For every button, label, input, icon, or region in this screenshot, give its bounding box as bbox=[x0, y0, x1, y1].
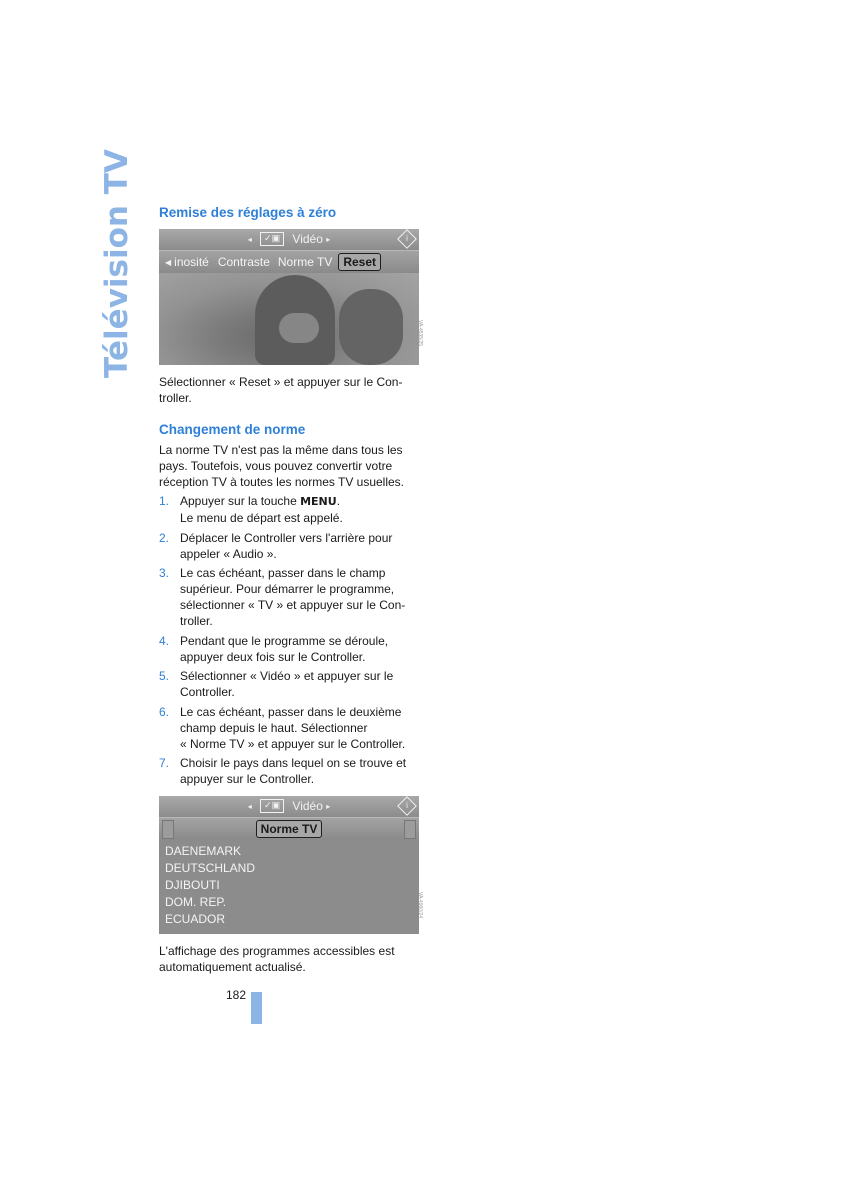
tab-norme-tv-selected: Norme TV bbox=[256, 820, 323, 838]
screen-header bbox=[159, 796, 419, 816]
screen-header bbox=[159, 229, 419, 249]
intro-paragraph: La norme TV n'est pas la même dans tous les pays. Toutefois, vous pouvez convertir votre réception TV à toutes les normes TV usuelles. bbox=[159, 443, 405, 489]
info-icon: i bbox=[397, 229, 417, 249]
list-item: DEUTSCHLAND bbox=[165, 861, 256, 875]
list-item: 1. Appuyer sur la touche MENU. Le menu de départ est appelé. bbox=[159, 494, 343, 525]
tv-icon: ✓▣ bbox=[260, 232, 284, 246]
tab-luminosite: inosité bbox=[174, 255, 209, 269]
screen-tab-bar bbox=[159, 250, 419, 273]
tab-norme-tv: Norme TV bbox=[277, 255, 333, 269]
scroll-left-icon: ◀ bbox=[165, 257, 172, 267]
list-item: 5. Sélectionner « Vidéo » et appuyer sur le Controller. bbox=[159, 669, 394, 699]
tab-contraste: Contraste bbox=[217, 255, 270, 269]
list-item: 4. Pendant que le programme se déroule, appuyer deux fois sur le Controller. bbox=[159, 633, 389, 664]
tab-reset-selected: Reset bbox=[338, 253, 381, 271]
image-code: VA-4535/25 bbox=[417, 320, 423, 347]
right-arrow-icon: ▸ bbox=[326, 234, 331, 244]
menu-key-label: MENU bbox=[300, 495, 337, 508]
info-icon: i bbox=[397, 796, 417, 816]
image-code: VA-4960/24 bbox=[417, 892, 423, 919]
outro-paragraph: L'affichage des programmes accessibles est automatiquement actualisé. bbox=[159, 944, 395, 974]
tv-picture bbox=[159, 273, 419, 365]
list-item: DAENEMARK bbox=[165, 844, 242, 858]
list-item: 6. Le cas échéant, passer dans le deuxième champ depuis le haut. Sélectionner « Norme TV » et appuyer sur le Controller. bbox=[159, 704, 406, 751]
country-list bbox=[165, 843, 255, 928]
right-arrow-icon: ▸ bbox=[326, 801, 331, 811]
list-item: ECUADOR bbox=[165, 912, 226, 926]
page-marker-bar bbox=[251, 992, 262, 1024]
screen-norme-image bbox=[159, 796, 419, 934]
tv-icon: ✓▣ bbox=[260, 799, 284, 813]
section-heading-reset: Remise des réglages à zéro bbox=[159, 205, 337, 220]
screen-reset-image bbox=[159, 229, 419, 365]
screen-header-title: Vidéo bbox=[292, 232, 323, 246]
steps-list bbox=[159, 493, 421, 791]
list-item: DOM. REP. bbox=[165, 895, 227, 909]
left-arrow-icon: ◂ bbox=[247, 234, 252, 244]
screen-tab-bar bbox=[159, 817, 419, 840]
list-item: 3. Le cas échéant, passer dans le champ supérieur. Pour démarrer le programme, sélectionner « TV » et appuyer sur le Con- troller. bbox=[159, 566, 406, 628]
list-item: 2. Déplacer le Controller vers l'arrière pour appeler « Audio ». bbox=[159, 530, 393, 561]
chapter-side-title: Télévision TV bbox=[99, 149, 135, 378]
caption-reset: Sélectionner « Reset » et appuyer sur le Con- troller. bbox=[159, 375, 403, 405]
list-item: 7. Choisir le pays dans lequel on se trouve et appuyer sur le Controller. bbox=[159, 756, 407, 786]
left-arrow-icon: ◂ bbox=[247, 801, 252, 811]
section-heading-norme: Changement de norme bbox=[159, 422, 306, 437]
screen-header-title: Vidéo bbox=[292, 799, 323, 813]
list-item: DJIBOUTI bbox=[165, 878, 220, 892]
page-number: 182 bbox=[226, 988, 247, 1002]
